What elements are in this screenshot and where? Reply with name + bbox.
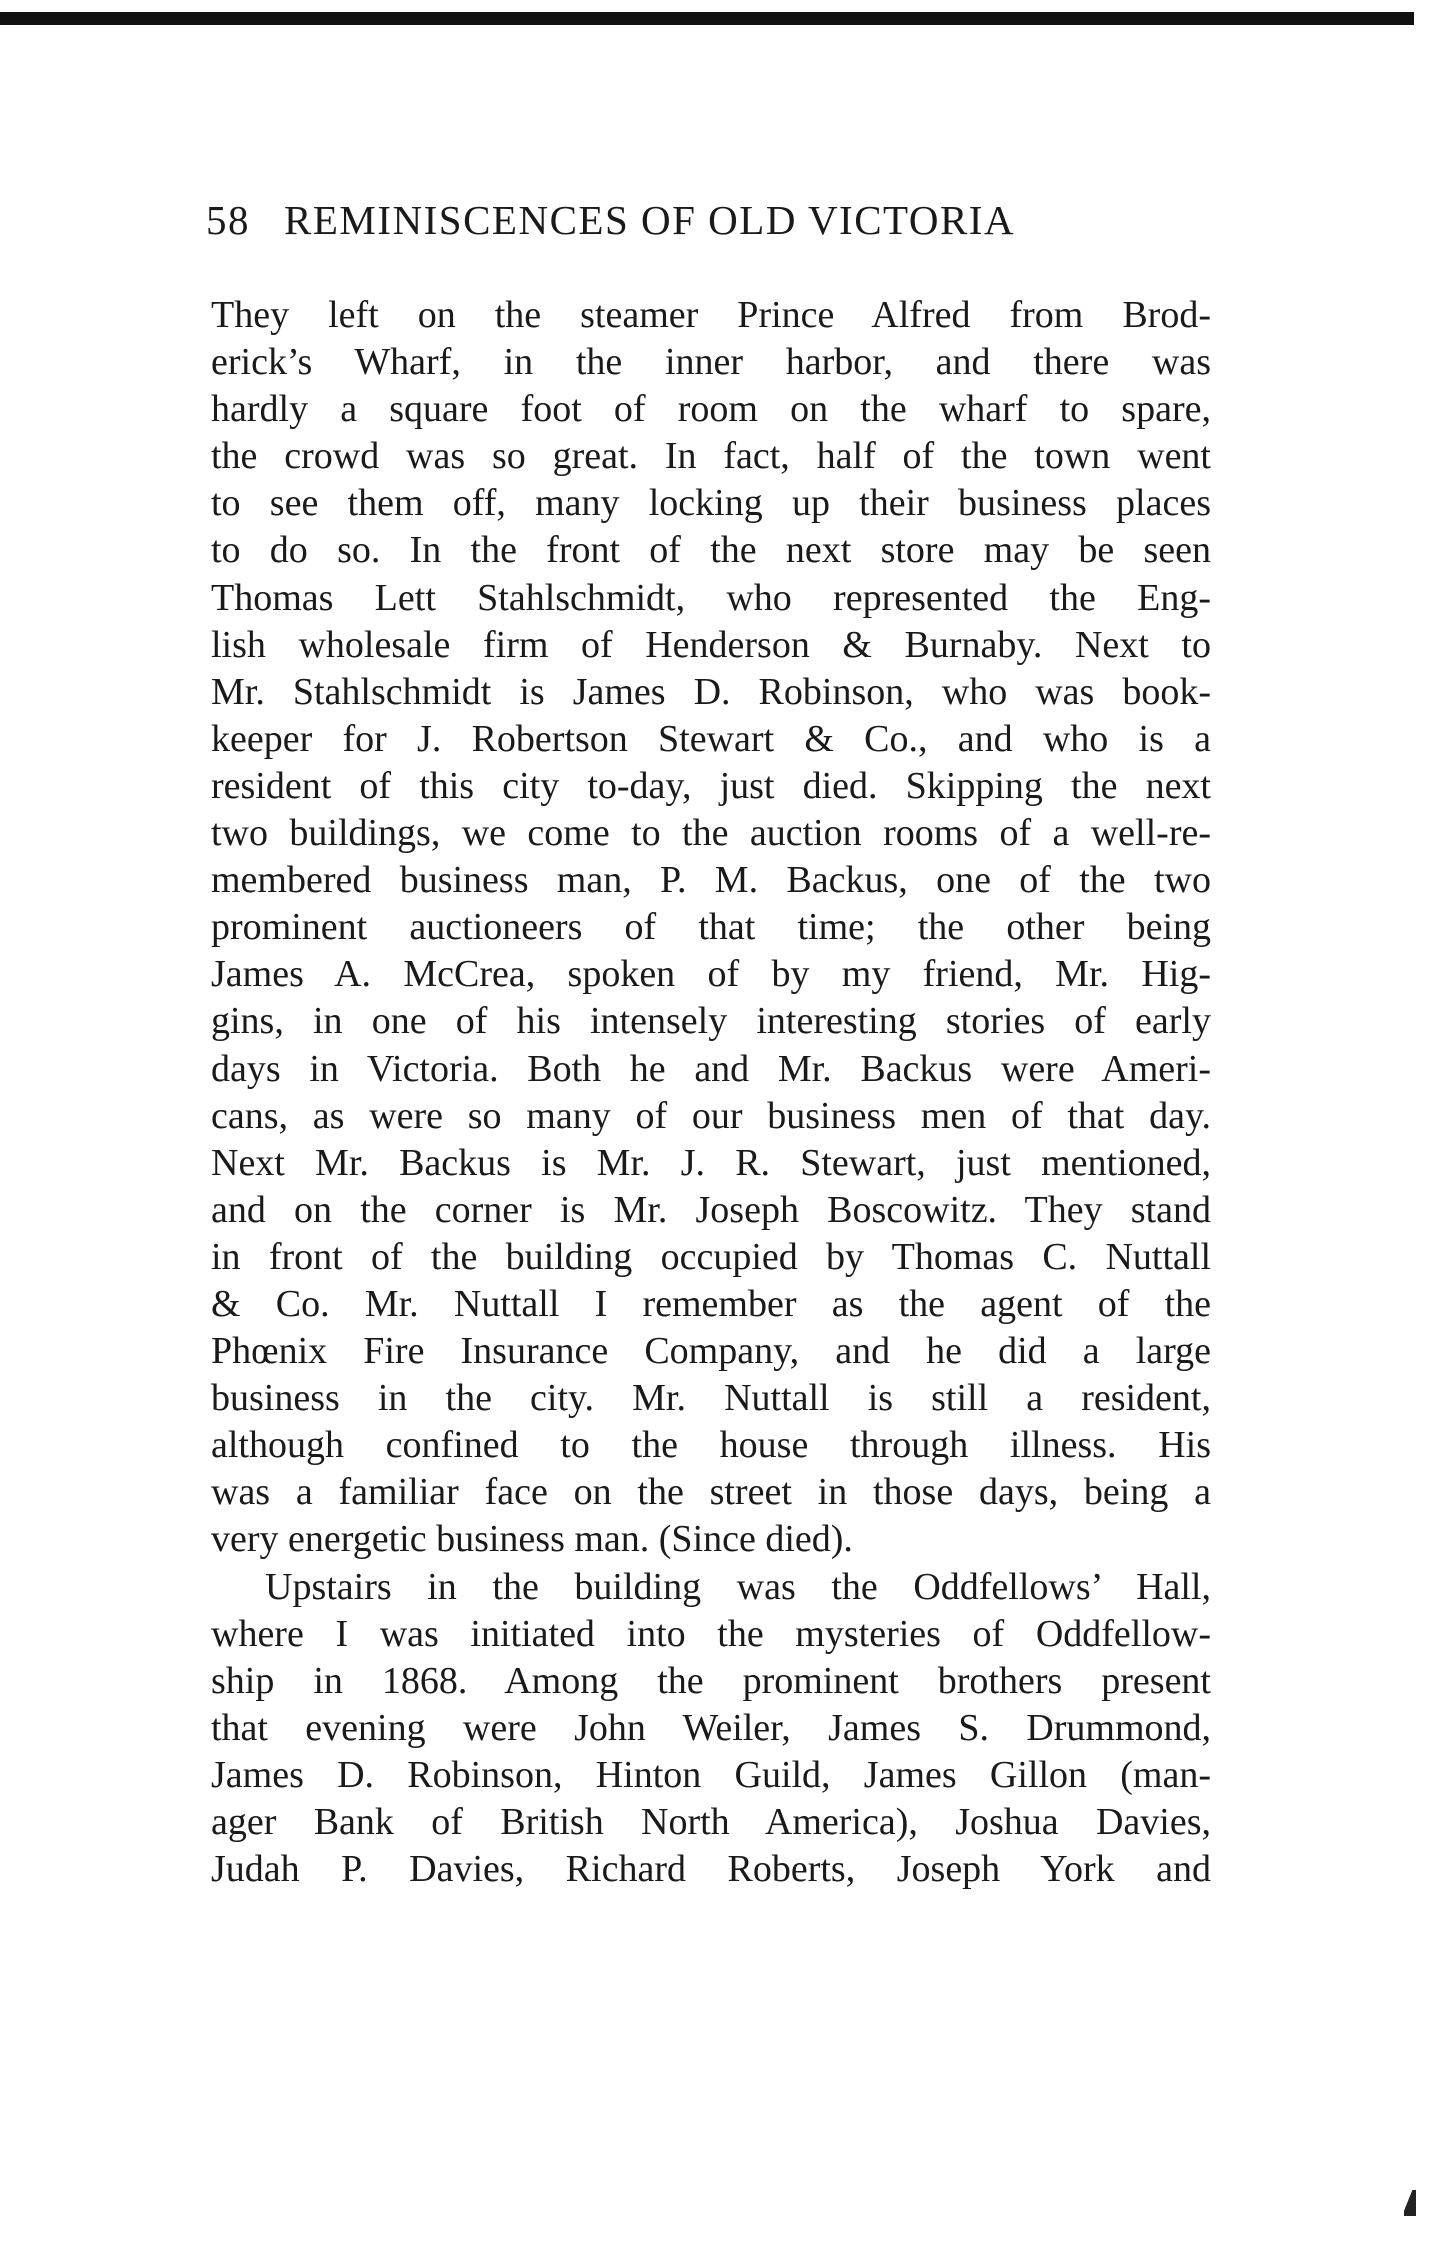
text-line: membered business man, P. M. Backus, one of the two xyxy=(211,859,1211,902)
text-line: Next Mr. Backus is Mr. J. R. Stewart, just mentioned, xyxy=(211,1141,1211,1184)
running-header xyxy=(206,196,1256,244)
text-line: two buildings, we come to the auction rooms of a well-re- xyxy=(211,812,1211,855)
text-line: James A. McCrea, spoken of by my friend, Mr. Hig- xyxy=(211,953,1211,996)
text-line: They left on the steamer Prince Alfred from Brod- xyxy=(211,294,1211,336)
book-title: REMINISCENCES OF OLD VICTORIA xyxy=(284,197,1016,243)
text-line: resident of this city to-day, just died. Skipping the next xyxy=(211,764,1211,807)
text-line: Thomas Lett Stahlschmidt, who represented the Eng- xyxy=(211,576,1211,619)
page-number: 58 xyxy=(206,197,250,243)
text-line: was a familiar face on the street in those days, being a xyxy=(211,1471,1211,1514)
text-line: where I was initiated into the mysteries of Oddfellow- xyxy=(211,1612,1211,1655)
body-text xyxy=(211,292,1211,1893)
text-line: prominent auctioneers of that time; the other being xyxy=(211,906,1211,949)
text-line: gins, in one of his intensely interesting stories of early xyxy=(211,1000,1211,1043)
text-line: in front of the building occupied by Thomas C. Nuttall xyxy=(211,1235,1211,1278)
text-line: James D. Robinson, Hinton Guild, James Gillon (man- xyxy=(211,1753,1211,1796)
text-line: and on the corner is Mr. Joseph Boscowitz. They stand xyxy=(211,1188,1211,1231)
corner-mark-icon xyxy=(1404,2190,1416,2216)
top-border-rule xyxy=(0,12,1414,25)
text-line: very energetic business man. (Since died). xyxy=(211,1518,853,1561)
text-line: business in the city. Mr. Nuttall is still a resident, xyxy=(211,1377,1211,1420)
text-line: Phœnix Fire Insurance Company, and he did a large xyxy=(211,1330,1211,1373)
text-line: although confined to the house through illness. His xyxy=(211,1424,1211,1467)
text-line: lish wholesale firm of Henderson & Burnaby. Next to xyxy=(211,623,1211,666)
text-line: days in Victoria. Both he and Mr. Backus were Ameri- xyxy=(211,1047,1211,1090)
text-line: Judah P. Davies, Richard Roberts, Joseph York and xyxy=(211,1848,1211,1891)
text-line: hardly a square foot of room on the wharf to spare, xyxy=(211,388,1211,431)
text-line: Mr. Stahlschmidt is James D. Robinson, who was book- xyxy=(211,670,1211,713)
text-line: to do so. In the front of the next store may be seen xyxy=(211,529,1211,572)
text-line: cans, as were so many of our business men of that day. xyxy=(211,1094,1211,1137)
text-line: that evening were John Weiler, James S. Drummond, xyxy=(211,1706,1211,1749)
text-line: & Co. Mr. Nuttall I remember as the agent of the xyxy=(211,1282,1211,1325)
text-line: erick’s Wharf, in the inner harbor, and there was xyxy=(211,341,1211,384)
text-line: Upstairs in the building was the Oddfellows’ Hall, xyxy=(265,1565,1211,1608)
text-line: the crowd was so great. In fact, half of the town went xyxy=(211,435,1211,478)
text-line: ship in 1868. Among the prominent brothers present xyxy=(211,1659,1211,1702)
text-line: to see them off, many locking up their business places xyxy=(211,482,1211,525)
text-line: ager Bank of British North America), Joshua Davies, xyxy=(211,1801,1211,1843)
text-line: keeper for J. Robertson Stewart & Co., and who is a xyxy=(211,717,1211,760)
